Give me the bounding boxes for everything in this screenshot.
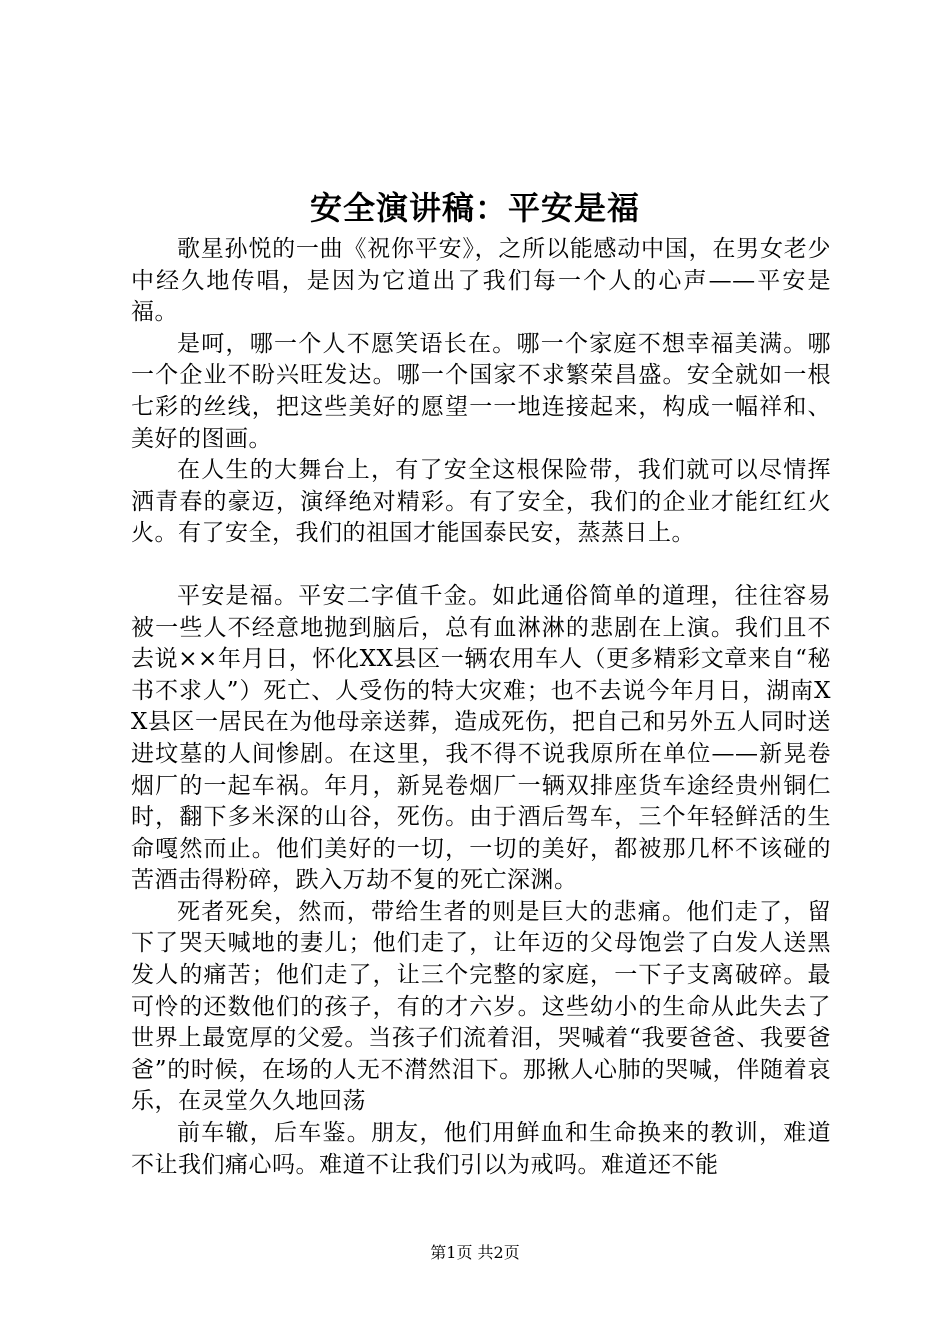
paragraph-6: 前车辙，后车鉴。朋友，他们用鲜血和生命换来的教训，难道不让我们痛心吗。难道不让我们引以为戒吗。难道还不能 <box>131 1120 831 1178</box>
paragraph-2: 是呵，哪一个人不愿笑语长在。哪一个家庭不想幸福美满。哪一个企业不盼兴旺发达。哪一个国家不求繁荣昌盛。安全就如一根七彩的丝线，把这些美好的愿望一一地连接起来，构成一幅祥和、美好的图画。 <box>131 330 831 452</box>
document-title: 安全演讲稿：平安是福 <box>309 189 640 227</box>
page-footer: 第1页 共2页 <box>430 1243 520 1262</box>
document-body <box>131 234 831 1181</box>
paragraph-1: 歌星孙悦的一曲《祝你平安》，之所以能感动中国，在男女老少中经久地传唱，是因为它道出了我们每一个人的心声——平安是福。 <box>131 236 831 326</box>
paragraph-4: 平安是福。平安二字值千金。如此通俗简单的道理，往往容易被一些人不经意地抛到脑后，总有血淋淋的悲剧在上演。我们且不去说××年月日，怀化XX县区一辆农用车人（更多精彩文章来自“秘书不求人”）死亡、人受伤的特大灾难；也不去说今年月日，湖南XX县区一居民在为他母亲送葬，造成死伤，把自己和另外五人同时送进坟墓的人间惨剧。在这里，我不得不说我原所在单位——新晃卷烟厂的一起车祸。年月，新晃卷烟厂一辆双排座货车途经贵州铜仁时，翻下多米深的山谷，死伤。由于酒后驾车，三个年轻鲜活的生命嘎然而止。他们美好的一切，一切的美好，都被那几杯不该碰的苦酒击得粉碎，跌入万劫不复的死亡深渊。 <box>131 582 831 894</box>
paragraph-5: 死者死矣，然而，带给生者的则是巨大的悲痛。他们走了，留下了哭天喊地的妻儿；他们走了，让年迈的父母饱尝了白发人送黑发人的痛苦；他们走了，让三个完整的家庭，一下子支离破碎。最可怜的还数他们的孩子，有的才六岁。这些幼小的生命从此失去了世界上最宽厚的父爱。当孩子们流着泪，哭喊着“我要爸爸、我要爸爸”的时候，在场的人无不潸然泪下。那揪人心肺的哭喊，伴随着哀乐，在灵堂久久地回荡 <box>131 898 831 1115</box>
paragraph-3: 在人生的大舞台上，有了安全这根保险带，我们就可以尽情挥洒青春的豪迈，演绎绝对精彩。有了安全，我们的企业才能红红火火。有了安全，我们的祖国才能国泰民安，蒸蒸日上。 <box>131 457 831 547</box>
